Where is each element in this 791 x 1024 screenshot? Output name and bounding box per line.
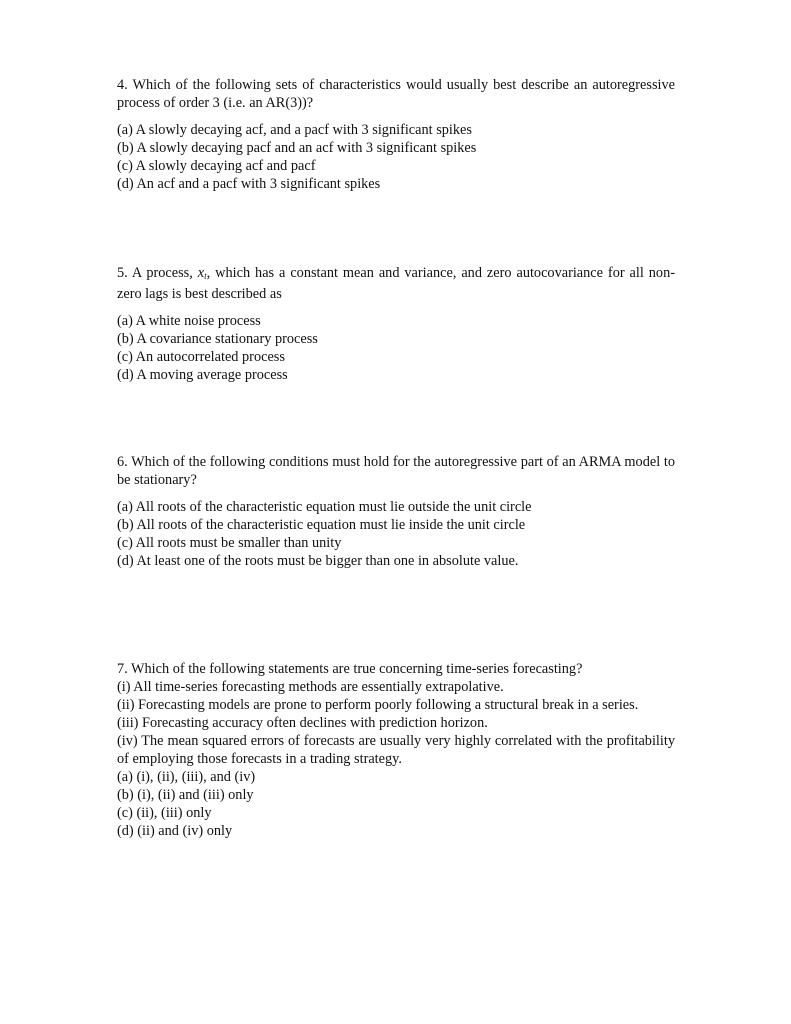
question-5-variable: x bbox=[197, 265, 205, 281]
question-5-options bbox=[117, 312, 675, 384]
question-6-option-d: (d) At least one of the roots must be bigger than one in absolute value. bbox=[117, 553, 519, 569]
question-5-variable-subscript: t bbox=[204, 271, 207, 281]
question-7 bbox=[117, 660, 675, 840]
question-6-options bbox=[117, 498, 675, 570]
question-6-option-c: (c) All roots must be smaller than unity bbox=[117, 535, 342, 551]
question-5 bbox=[117, 264, 675, 384]
question-4-option-d: (d) An acf and a pacf with 3 significant spikes bbox=[117, 176, 381, 192]
question-4 bbox=[117, 76, 675, 193]
question-5-text bbox=[117, 264, 675, 303]
question-7-option-c: (c) (ii), (iii) only bbox=[117, 805, 212, 821]
question-4-option-b: (b) A slowly decaying pacf and an acf with 3 significant spikes bbox=[117, 140, 477, 156]
question-7-statement-ii: (ii) Forecasting models are prone to perform poorly following a structural break in a series. bbox=[117, 697, 639, 713]
question-7-statement-iii: (iii) Forecasting accuracy often declines with prediction horizon. bbox=[117, 715, 488, 731]
question-4-option-a: (a) A slowly decaying acf, and a pacf with 3 significant spikes bbox=[117, 122, 472, 138]
question-5-option-c: (c) An autocorrelated process bbox=[117, 349, 285, 365]
question-7-option-a: (a) (i), (ii), (iii), and (iv) bbox=[117, 769, 256, 785]
question-7-options bbox=[117, 768, 675, 840]
question-4-options bbox=[117, 121, 675, 193]
question-7-text: 7. Which of the following statements are true concerning time-series forecasting? bbox=[117, 661, 583, 677]
question-7-statement-i: (i) All time-series forecasting methods are essentially extrapolative. bbox=[117, 679, 504, 695]
question-5-text-before: 5. A process, bbox=[117, 265, 198, 281]
question-6-text: 6. Which of the following conditions must hold for the autoregressive part of an ARMA model to be stationary? bbox=[117, 454, 675, 488]
question-7-statements bbox=[117, 678, 675, 768]
question-7-option-b: (b) (i), (ii) and (iii) only bbox=[117, 787, 254, 803]
question-4-text: 4. Which of the following sets of characteristics would usually best describe an autoregressive process of order 3 (i.e. an AR(3))? bbox=[117, 77, 675, 111]
question-5-option-a: (a) A white noise process bbox=[117, 313, 261, 329]
question-7-statement-iv: (iv) The mean squared errors of forecasts are usually very highly correlated with the profitability of employing those forecasts in a trading strategy. bbox=[117, 733, 675, 767]
question-4-option-c: (c) A slowly decaying acf and pacf bbox=[117, 158, 316, 174]
question-6 bbox=[117, 453, 675, 570]
question-5-option-d: (d) A moving average process bbox=[117, 367, 288, 383]
question-5-text-after: , which has a constant mean and variance, and zero autocovariance for all non-zero lags is best described as bbox=[117, 265, 675, 302]
question-6-option-a: (a) All roots of the characteristic equation must lie outside the unit circle bbox=[117, 499, 532, 515]
question-7-option-d: (d) (ii) and (iv) only bbox=[117, 823, 233, 839]
question-5-option-b: (b) A covariance stationary process bbox=[117, 331, 318, 347]
question-6-option-b: (b) All roots of the characteristic equation must lie inside the unit circle bbox=[117, 517, 526, 533]
